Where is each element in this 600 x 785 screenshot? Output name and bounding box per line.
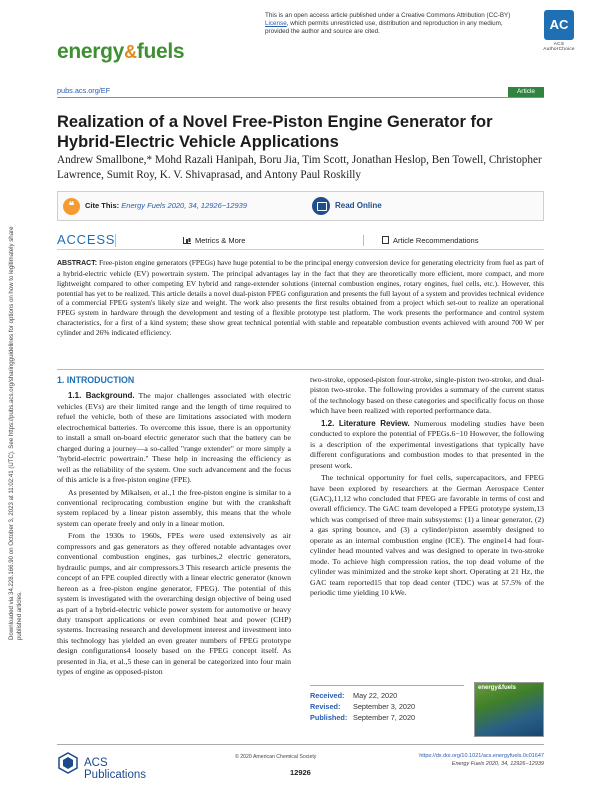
acs-publications-logo[interactable]: ACS Publications (57, 752, 167, 774)
authorchoice-label: ACS AuthorChoice (543, 42, 575, 52)
bar-chart-icon (183, 237, 191, 244)
read-online-button[interactable]: Read Online (335, 201, 382, 210)
authorchoice-icon: AC (544, 10, 574, 40)
section-heading: 1. INTRODUCTION (57, 375, 135, 385)
journal-url[interactable]: pubs.acs.org/EF (57, 86, 111, 95)
doi-link[interactable]: https://dx.doi.org/10.1021/acs.energyfuels.0c01647 (419, 753, 544, 759)
license-notice: This is an open access article published under a Creative Commons Attribution (CC-BY) License, which permits unrestricted use, distribution and reproduction in any medium, provided the author and source are cited. (265, 12, 511, 35)
dates-rule (310, 685, 464, 686)
acs-hexagon-icon (57, 752, 79, 774)
article-title: Realization of a Novel Free-Piston Engine Generator for Hybrid-Electric Vehicle Applications (57, 113, 493, 151)
divider (115, 234, 116, 247)
publication-dates: Received: May 22, 2020 Revised: September 3, 2020 Published: September 7, 2020 (310, 691, 416, 722)
access-label: ACCESS (57, 232, 116, 247)
cite-bar (57, 191, 544, 221)
access-bar (57, 232, 544, 250)
paragraph: 1.1. Background. The major challenges associated with electric vehicles (EVs) are their limited range and the length of time required to refuel the vehicle, both of these are limitations associated with modern electrochemical batteries. To overcome this issue, there is an opportunity to install a small on-board electric generator such that the battery can be charged during a journey—a so-called "range extender" or more simply a "hybrid-electric powertrain." These help in increasing the efficiency as well as the reliability of the system. One such advancement and the focus of this article is a free-piston engine (FPE). (57, 391, 291, 485)
cite-this[interactable]: Cite This: Energy Fuels 2020, 34, 12926−12939 (85, 201, 247, 210)
paragraph: As presented by Mikalsen, et al.,1 the free-piston engine is similar to a conventional reciprocating combustion engine but with the crankshaft system replaced by a linear piston assembly, this means that the whole system can operate freely and only in a linear motion. (57, 487, 291, 528)
recommendations-link[interactable]: Article Recommendations (382, 236, 478, 245)
cite-icon[interactable]: ❝ (63, 198, 80, 215)
read-online-icon[interactable] (312, 197, 330, 215)
body-column-right (310, 375, 544, 601)
doi-block (400, 752, 544, 768)
journal-cover-thumbnail: energy&fuels (474, 682, 544, 737)
license-link[interactable]: License (265, 20, 287, 27)
paragraph: The technical opportunity for fuel cells, supercapacitors, and FPEG have been explored by researchers at the German Aerospace Center (GAC),11,12 who concluded that FPEG are favorable in terms of cost and overall efficiency. The GAC team developed a FPEG prototype system,13 which was comprised of three main subsystems: (1) a linear generator, (2) a gas spring bounce, and (3) a cylinder/piston assembly designed to operate as an internal combustion engine (ICE). The engine14 had four-cylinder head mounted valves and was designed to operate in two-stroke mode. To achieve high compression ratios, the top dead volume of the cylinder was minimized and the stroke kept short. Operating at 21 Hz, the GAC team reported15 that top dead center (TDC) was at 57.5% of the periodic time yielding 10 kWe. (310, 473, 544, 598)
abstract (57, 258, 544, 338)
abstract-label: ABSTRACT: (57, 260, 98, 267)
footer-citation: Energy Fuels 2020, 34, 12926−12939 (451, 761, 544, 767)
body-column-left (57, 375, 291, 680)
author-list: Andrew Smallbone,* Mohd Razali Hanipah, Boru Jia, Tim Scott, Jonathan Heslop, Ben Towell, Christopher Lawrence, Sumit Roy, K. V. Shivaprasad, and Antony Paul Roskilly (57, 154, 542, 181)
metrics-link[interactable]: Metrics & More (183, 236, 245, 245)
abstract-rule (57, 369, 544, 370)
paragraph: 1.2. Literature Review. Numerous modeling studies have been conducted to explore the potential of FPEGs.6−10 However, the following is a description of the experimental investigations that typically have different configurations and combustion modes to that presented in the present work. (310, 418, 545, 470)
copyright: © 2020 American Chemical Society (235, 754, 317, 760)
document-icon (382, 236, 389, 244)
article-type-tag: Article (508, 87, 544, 97)
paragraph: two-stroke, opposed-piston four-stroke, single-piston two-stroke, and dual-piston two-stroke. The following provides a summary of the current status of the technology based on these categories and specifically focus on those which have been realized with reported performance data. (310, 375, 544, 416)
journal-logo: energy&fuels (57, 40, 185, 63)
footer-rule (57, 744, 544, 745)
abstract-text: Free-piston engine generators (FPEGs) have huge potential to be the principal energy conversion device for generating electricity from fuel as part of a hybrid-electric vehicle (EV) powertrain system. The principal advantages lay in the fact that they are theoretically more efficient, more compact, and more lightweight compared to other competing EV hybrid and range-extender solutions (internal combustion engines, rotary engines, fuel cells, etc.). However, this potential has yet to be realized. This article details a novel dual-piston FPEG configuration and presents the full layout of a system and provides technical evidence of a commercial FPEG system's likely size and weight. The work also presents the first results obtained from a project which set-out to realize an operational FPEG system in hardware through the development and testing of a flexible prototype test platform. The work presents the performance and control system characteristics, for a first of a kind system; these show great technical potential with stable and repeatable combustion events achieved with around 700 W per cylinder and 26% indicated efficiency. (57, 258, 545, 337)
authorchoice-badge[interactable] (540, 10, 578, 54)
header-rule (57, 97, 544, 98)
download-side-note: Downloaded via 34.228.166.90 on October 3, 2023 at 11:02:41 (UTC). See https://pubs.acs.org/sharingguidelines for options on how to legitimately share published articles. (8, 226, 23, 640)
divider (363, 235, 364, 246)
page-number: 12926 (290, 768, 311, 777)
paragraph: From the 1930s to 1960s, FPEs were used extensively as air compressors and gas generators as they offered notable advantages over conventional combustion engines, gas turbines,2 electric generators, hydraulic pumps, and air compressors.3 This research article presents the concept of an FPE coupled directly with a linear electric generator (known hereon as a free-piston engine generator, FPEG). The potential of this system is investigated with the overarching design objective of being used as part of a hybrid-electric vehicle power system for automotive or heavy duty transport applications or even combined heat and power (CHP) systems. Increasing research and development interest and investment into this technology has yielded an even greater numbers of FPEG prototype design configurations4 loosely based on the FPEG concept itself. As presented in Jia, et al.,5 these can in general be categorized into four main types of engine as opposed-piston (57, 531, 291, 677)
